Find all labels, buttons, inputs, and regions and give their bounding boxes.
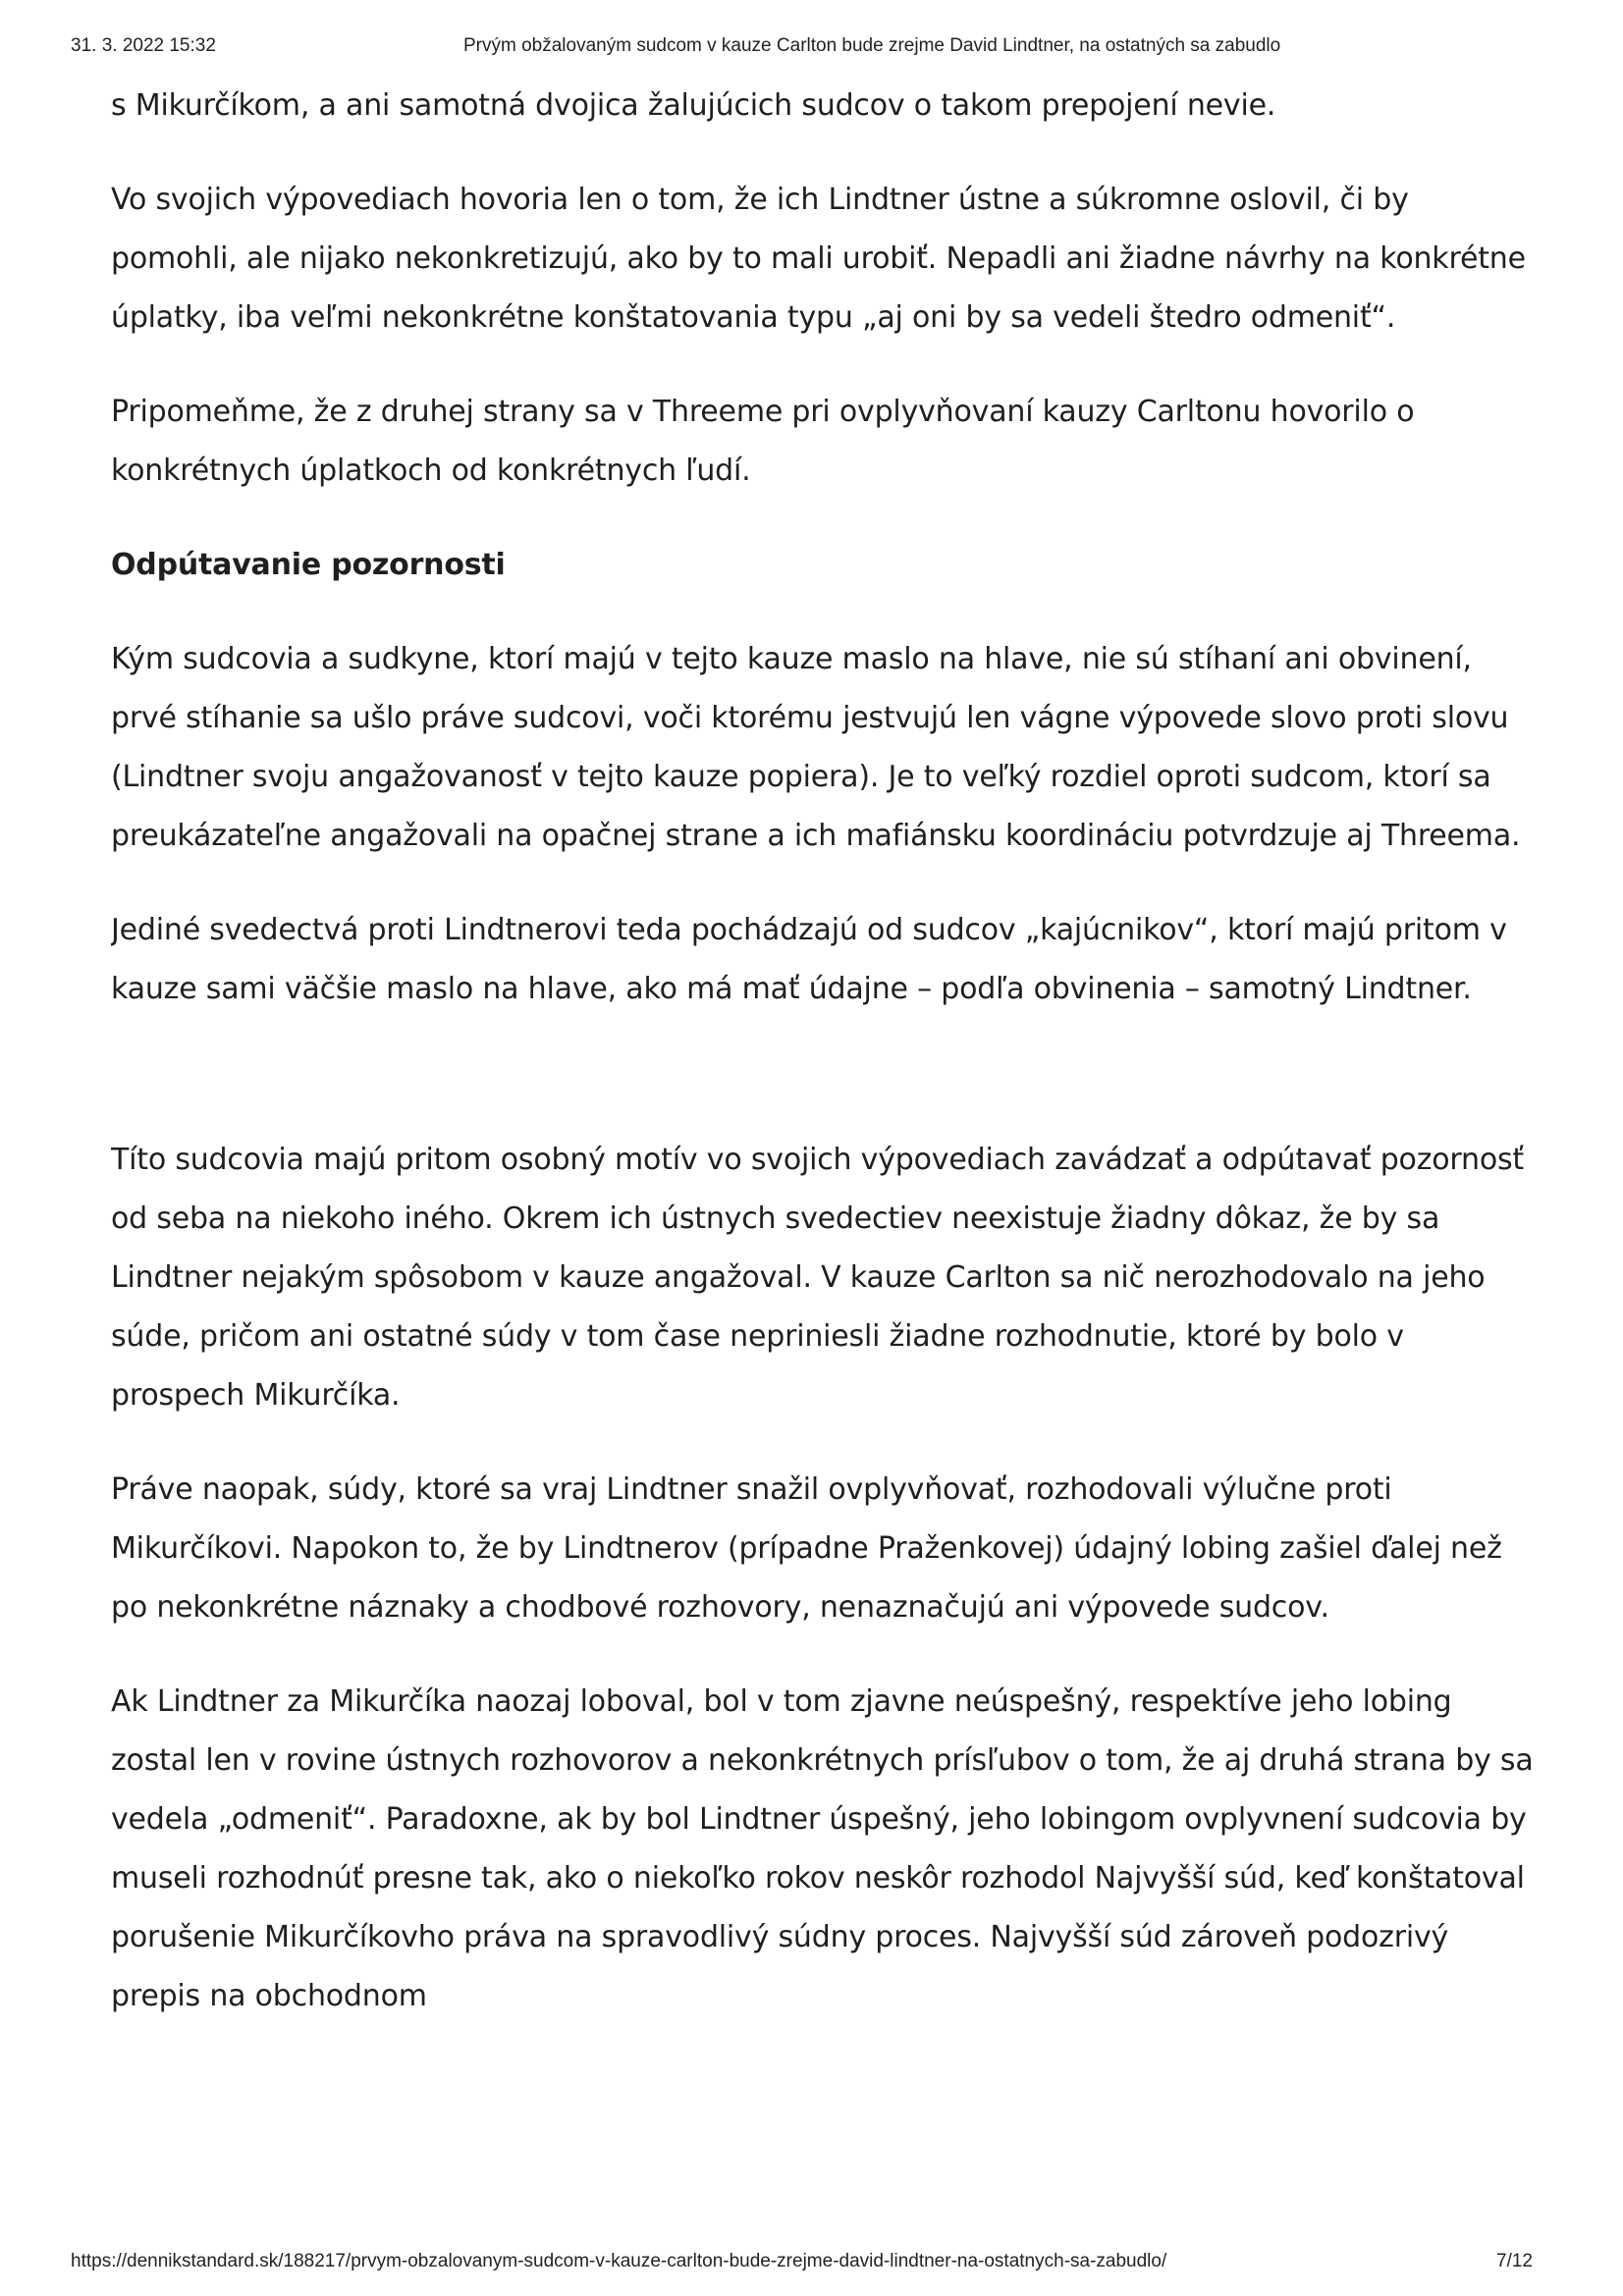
article-paragraph: s Mikurčíkom, a ani samotná dvojica žalujúcich sudcov o takom prepojení nevie. — [111, 88, 1276, 123]
article-paragraph: Práve naopak, súdy, ktoré sa vraj Lindtner snažil ovplyvňovať, rozhodovali výlučne proti Mikurčíkovi. Napokon to, že by Lindtnerov (prípadne Praženkovej) údajný lobing zašiel ďalej než po nekonkrétne náznaky a chodbové rozhovory, nenaznačujú ani výpovede sudcov. — [111, 1472, 1502, 1625]
article-paragraph: Kým sudcovia a sudkyne, ktorí majú v tejto kauze maslo na hlave, nie sú stíhaní ani obvinení, prvé stíhanie sa ušlo práve sudcovi, voči ktorému jestvujú len vágne výpovede slovo proti slovu (Lindtner svoju angažovanosť v tejto kauze popiera). Je to veľký rozdiel oproti sudcom, ktorí sa preukázateľne angažovali na opačnej strane a ich mafiánsku koordináciu potvrdzuje aj Threema. — [111, 642, 1521, 853]
print-footer — [71, 2251, 1552, 2276]
print-page-title: Prvým obžalovaným sudcom v kauze Carlton bude zrejme David Lindtner, na ostatných sa zabudlo — [463, 35, 1281, 56]
page-number: 7/12 — [1496, 2251, 1533, 2271]
article-paragraph: Jediné svedectvá proti Lindtnerovi teda pochádzajú od sudcov „kajúcnikov“, ktorí majú pritom v kauze sami väčšie maslo na hlave, ako má mať údajne – podľa obvinenia – samotný Lindtner. — [111, 913, 1507, 1006]
article-paragraph: Pripomeňme, že z druhej strany sa v Threeme pri ovplyvňovaní kauzy Carltonu hovorilo o konkrétnych úplatkoch od konkrétnych ľudí. — [111, 395, 1415, 488]
article-paragraph: Títo sudcovia majú pritom osobný motív vo svojich výpovediach zavádzať a odpútavať pozornosť od seba na niekoho iného. Okrem ich ústnych svedectiev neexistuje žiadny dôkaz, že by sa Lindtner nejakým spôsobom v kauze angažoval. V kauze Carlton sa nič nerozhodovalo na jeho súde, pričom ani ostatné súdy v tom čase nepriniesli žiadne rozhodnutie, ktoré by bolo v prospech Mikurčíka. — [111, 1143, 1524, 1413]
section-heading: Odpútavanie pozornosti — [111, 548, 506, 582]
source-url: https://dennikstandard.sk/188217/prvym-obzalovanym-sudcom-v-kauze-carlton-bude-zrejme-david-lindtner-na-ostatnych-sa-zabudlo/ — [71, 2251, 1167, 2271]
blank-gap — [111, 1054, 1535, 1131]
print-header — [71, 35, 1544, 61]
article-body — [111, 77, 1535, 2228]
print-date: 31. 3. 2022 15:32 — [71, 35, 216, 56]
article-paragraph: Ak Lindtner za Mikurčíka naozaj loboval, bol v tom zjavne neúspešný, respektíve jeho lobing zostal len v rovine ústnych rozhovorov a nekonkrétnych prísľubov o tom, že aj druhá strana by sa vedela „odmeniť“. Paradoxne, ak by bol Lindtner úspešný, jeho lobingom ovplyvnení sudcovia by museli rozhodnúť presne tak, ako o niekoľko rokov neskôr rozhodol Najvyšší súd, keď konštatoval porušenie Mikurčíkovho práva na spravodlivý súdny proces. Najvyšší súd zároveň podozrivý prepis na obchodnom — [111, 1684, 1534, 2013]
article-paragraph: Vo svojich výpovediach hovoria len o tom, že ich Lindtner ústne a súkromne oslovil, či by pomohli, ale nijako nekonkretizujú, ako by to mali urobiť. Nepadli ani žiadne návrhy na konkrétne úplatky, iba veľmi nekonkrétne konštatovania typu „aj oni by sa vedeli štedro odmeniť“. — [111, 183, 1526, 335]
